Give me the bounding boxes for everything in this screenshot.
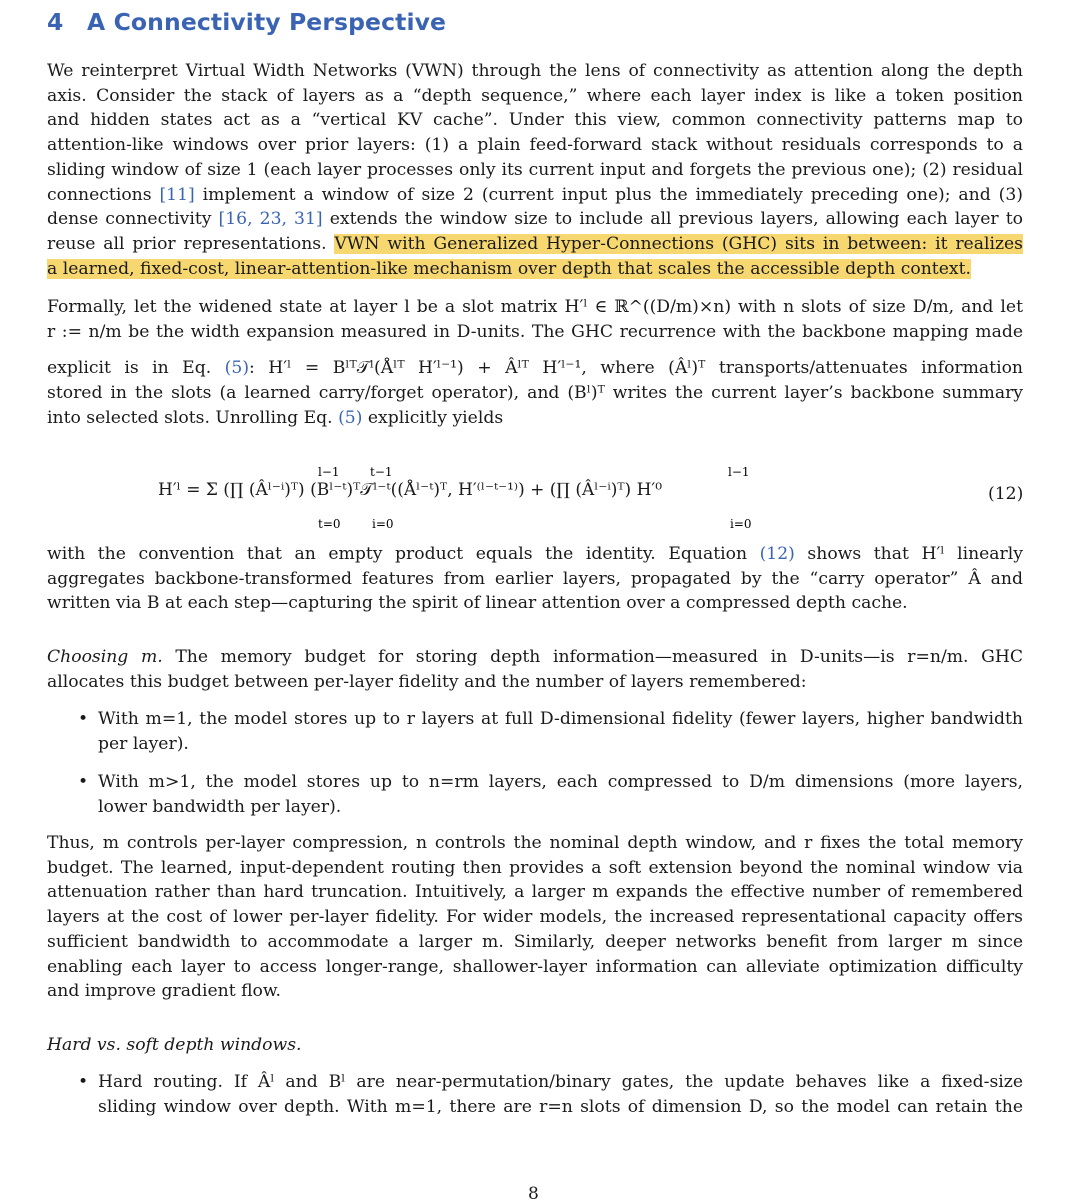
text-line: dense connectivity [16, 23, 31] extends the window size to include all previous layers, allowing each layer to [47, 209, 1023, 230]
text-line: allocates this budget between per-layer fidelity and the number of layers remembered: [47, 671, 807, 692]
product-upper-limit: t−1 [370, 465, 393, 479]
list-item: • With m>1, the model stores up to n=rm layers, each compressed to D/m dimensions (more layers, lower bandwidth per layer). [78, 770, 1023, 819]
text-line: sliding window of size 1 (each layer processes only its current input and forgets the previous one); (2) residual [47, 159, 1023, 180]
section-title: A Connectivity Perspective [87, 8, 447, 36]
text-line: stored in the slots (a learned carry/forget operator), and (Bˡ)ᵀ writes the current layer’s backbone summary [47, 383, 1023, 404]
text-line: attenuation rather than hard truncation. Intuitively, a larger m expands the effective number of remembered [47, 882, 1023, 903]
text-line: With m>1, the model stores up to n=rm layers, each compressed to D/m dimensions (more layers, [98, 772, 1023, 792]
text-line: aggregates backbone-transformed features from earlier layers, propagated by the “carry operator” Â and [47, 568, 1023, 589]
paragraph-choosing-m [47, 645, 1023, 694]
equation-body: H′ˡ = Σ (∏ (Âˡ⁻ⁱ)ᵀ) (Bˡ⁻ᵗ)ᵀ𝒯ˡ⁻ᵗ((Åˡ⁻ᵗ)ᵀ, H′⁽ˡ⁻ᵗ⁻¹⁾) + (∏ (Âˡ⁻ⁱ)ᵀ) H′⁰ [158, 480, 663, 500]
text-line: Thus, m controls per-layer compression, n controls the nominal depth window, and r fixes the total memory [47, 833, 1023, 853]
text-line: attention-like windows over prior layers: (1) a plain feed-forward stack without residuals corresponds to a [47, 135, 1023, 156]
text-line: Formally, let the widened state at layer l be a slot matrix H′ˡ ∈ ℝ^((D/m)×n) with n slots of size D/m, and let [47, 297, 1023, 317]
section-number: 4 [47, 8, 64, 36]
text-line: We reinterpret Virtual Width Networks (VWN) through the lens of connectivity as attention along the depth [47, 61, 1023, 81]
text-line: with the convention that an empty product equals the identity. Equation (12) shows that H′ˡ linearly [47, 544, 1023, 564]
sum-upper-limit: l−1 [318, 465, 340, 479]
section-heading [47, 8, 446, 36]
paragraph-label: Choosing m. [47, 647, 163, 667]
paragraph-convention [47, 542, 1023, 616]
paragraph-hard-soft [47, 1033, 1023, 1058]
product-upper-limit: l−1 [728, 465, 750, 479]
citation-link[interactable]: [16, 23, 31] [218, 209, 323, 230]
highlighted-text: VWN with Generalized Hyper-Connections (GHC) sits in between: it realizes [334, 233, 1023, 254]
product-lower-limit: i=0 [730, 517, 752, 531]
text-line: connections [11] implement a window of size 2 (current input plus the immediately preceding one); and (3) [47, 184, 1023, 205]
text-line: r := n/m be the width expansion measured in D-units. The GHC recurrence with the backbone mapping made [47, 321, 1023, 342]
product-lower-limit: i=0 [372, 517, 394, 531]
equation-number: (12) [988, 484, 1024, 504]
equation-link[interactable]: (5) [338, 407, 363, 428]
text-line: With m=1, the model stores up to r layers at full D-dimensional fidelity (fewer layers, higher bandwidth [98, 709, 1023, 729]
text-line: Choosing m. The memory budget for storing depth information—measured in D-units—is r=n/m. GHC [47, 647, 1023, 667]
text-line: lower bandwidth per layer). [98, 796, 342, 817]
list-item: • Hard routing. If Âˡ and Bˡ are near-permutation/binary gates, the update behaves like a fixed-size sliding window over depth. With m=1, there are r=n slots of dimension D, so the model can retain the [78, 1070, 1023, 1119]
text-line: per layer). [98, 733, 189, 754]
citation-link[interactable]: [11] [159, 184, 195, 205]
equation-link[interactable]: (5) [224, 358, 250, 379]
paragraph-intro [47, 59, 1023, 281]
paragraph-label: Hard vs. soft depth windows. [47, 1035, 302, 1055]
text-line: and improve gradient flow. [47, 981, 282, 1002]
text-line: Hard routing. If Âˡ and Bˡ are near-permutation/binary gates, the update behaves like a fixed-size [98, 1072, 1023, 1092]
sum-lower-limit: t=0 [318, 517, 341, 531]
paragraph-thus [47, 831, 1023, 1004]
text-line: sliding window over depth. With m=1, there are r=n slots of dimension D, so the model can retain the [98, 1096, 1023, 1117]
text-line: reuse all prior representations. VWN with Generalized Hyper-Connections (GHC) sits in between: it realizes [47, 233, 1023, 254]
text-line: into selected slots. Unrolling Eq. (5) explicitly yields [47, 407, 504, 428]
text-line [47, 257, 1023, 282]
text-line: axis. Consider the stack of layers as a “depth sequence,” where each layer index is like a token position [47, 85, 1023, 106]
page-number: 8 [528, 1184, 539, 1204]
text-line: and hidden states act as a “vertical KV cache”. Under this view, common connectivity patterns map to [47, 110, 1023, 131]
paragraph-formal [47, 295, 1023, 431]
list-item: • With m=1, the model stores up to r layers at full D-dimensional fidelity (fewer layers, higher bandwidth per layer). [78, 707, 1023, 756]
text-line: budget. The learned, input-dependent routing then provides a soft extension beyond the nominal window via [47, 857, 1023, 878]
equation-link[interactable]: (12) [759, 544, 795, 564]
text-line: layers at the cost of lower per-layer fidelity. For wider models, the increased representational capacity offers [47, 907, 1023, 928]
text-line: sufficient bandwidth to accommodate a larger m. Similarly, deeper networks benefit from larger m since [47, 931, 1023, 952]
highlighted-text: a learned, fixed-cost, linear-attention-like mechanism over depth that scales the accessible depth context. [47, 258, 971, 279]
text-line: explicit is in Eq. (5): H′ˡ = Bˡᵀ𝒯ˡ(Åˡᵀ H′ˡ⁻¹) + Âˡᵀ H′ˡ⁻¹, where (Âˡ)ᵀ transports/attenuates information [47, 358, 1024, 379]
text-line: written via B at each step—capturing the spirit of linear attention over a compressed depth cache. [47, 593, 908, 614]
text-line: enabling each layer to access longer-range, shallower-layer information can alleviate optimization difficulty [47, 956, 1023, 977]
